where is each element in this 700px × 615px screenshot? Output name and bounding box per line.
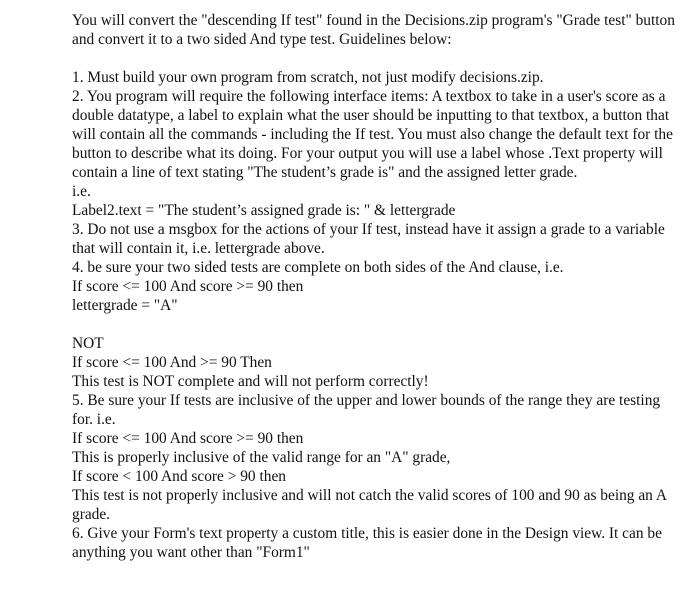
guideline-5: 5. Be sure your If tests are inclusive of the upper and lower bounds of the range they are testing for. i.e.: [72, 392, 661, 428]
inclusive-note: This is properly inclusive of the valid range for an "A" grade,: [72, 449, 451, 466]
intro-paragraph: You will convert the "descending If test" found in the Decisions.zip program's "Grade test" button and convert it to a two sided And type test. Guidelines below:: [72, 12, 675, 48]
code-correct-if: If score <= 100 And score >= 90 then: [72, 278, 304, 295]
guideline-1: 1. Must build your own program from scratch, not just modify decisions.zip.: [72, 69, 544, 86]
guideline-3: 3. Do not use a msgbox for the actions of your If test, instead have it assign a grade to a variable that will contain it, i.e. lettergrade above.: [72, 221, 665, 257]
exclusive-note: This test is not properly inclusive and will not catch the valid scores of 100 and 90 as being an A grade.: [72, 487, 667, 523]
spacer: [72, 315, 680, 334]
code-incomplete-if: If score <= 100 And >= 90 Then: [72, 354, 272, 371]
spacer: [72, 49, 680, 68]
code-assign-grade: lettergrade = "A": [72, 297, 178, 314]
guideline-4: 4. be sure your two sided tests are complete on both sides of the And clause, i.e.: [72, 259, 564, 276]
guideline-6: 6. Give your Form's text property a custom title, this is easier done in the Design view. It can be anything you want other than "Form1": [72, 525, 662, 561]
incomplete-note: This test is NOT complete and will not perform correctly!: [72, 373, 429, 390]
code-exclusive-if: If score < 100 And score > 90 then: [72, 468, 286, 485]
ie-line: i.e.: [72, 183, 91, 200]
not-label: NOT: [72, 335, 104, 352]
assignment-document: [72, 11, 680, 562]
label-code-example: Label2.text = "The student’s assigned grade is: " & lettergrade: [72, 202, 456, 219]
code-inclusive-if: If score <= 100 And score >= 90 then: [72, 430, 304, 447]
guideline-2: 2. You program will require the following interface items: A textbox to take in a user's score as a double datatype, a label to explain what the user should be inputting to that textbox, a button that will contain all the commands - including the If test. You must also change the default text for the button to describe what its doing. For your output you will use a label whose .Text property will contain a line of text stating "The student’s grade is" and the assigned letter grade.: [72, 88, 673, 181]
